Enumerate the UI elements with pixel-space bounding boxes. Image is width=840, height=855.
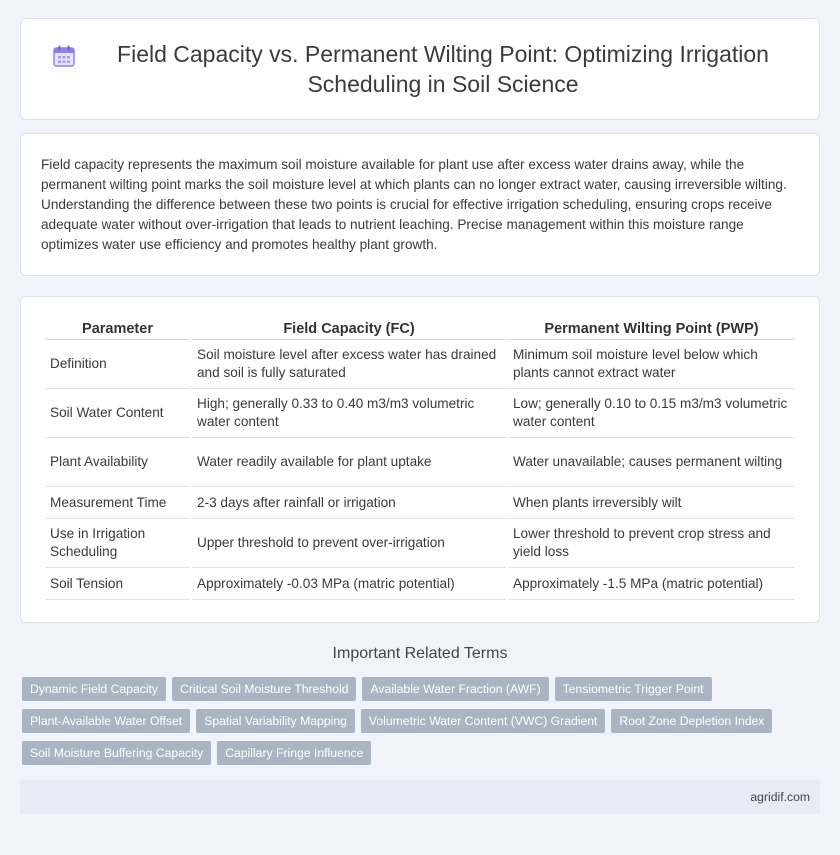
- related-terms-tags: [0, 677, 840, 765]
- intro-text: Field capacity represents the maximum soil moisture available for plant use after excess water drains away, while the permanent wilting point marks the soil moisture level at which plants can no longer extract water, causing irreversible wilting. Understanding the difference between these two points is crucial for effective irrigation scheduling, ensuring crops receive adequate water without over-irrigation that leads to nutrient leaching. Precise management within this moisture range optimizes water use efficiency and promotes healthy plant growth.: [41, 157, 787, 252]
- intro-card: [20, 133, 820, 276]
- table-row: [45, 487, 795, 519]
- tag-critical-soil-moisture-threshold[interactable]: Critical Soil Moisture Threshold: [172, 677, 356, 701]
- table-row: [45, 340, 795, 389]
- table-cell: Low; generally 0.10 to 0.15 m3/m3 volumetric water content: [508, 389, 795, 438]
- comparison-table: [43, 317, 797, 600]
- table-cell: Soil Tension: [45, 568, 190, 600]
- table-row: [45, 389, 795, 438]
- table-row: [45, 568, 795, 600]
- table-cell: Approximately -0.03 MPa (matric potential): [192, 568, 506, 600]
- table-cell: 2-3 days after rainfall or irrigation: [192, 487, 506, 519]
- column-header-fc: Field Capacity (FC): [192, 317, 506, 340]
- tag-capillary-fringe-influence[interactable]: Capillary Fringe Influence: [217, 741, 371, 765]
- table-cell: Definition: [45, 340, 190, 389]
- table-cell: Use in Irrigation Scheduling: [45, 519, 190, 568]
- column-header-parameter: Parameter: [45, 317, 190, 340]
- table-cell: When plants irreversibly wilt: [508, 487, 795, 519]
- calendar-icon: [51, 43, 77, 69]
- tag-vwc-gradient[interactable]: Volumetric Water Content (VWC) Gradient: [361, 709, 605, 733]
- table-cell: Lower threshold to prevent crop stress and yield loss: [508, 519, 795, 568]
- table-cell: Plant Availability: [45, 438, 190, 487]
- table-cell: Soil Water Content: [45, 389, 190, 438]
- table-cell: High; generally 0.33 to 0.40 m3/m3 volumetric water content: [192, 389, 506, 438]
- table-cell: Water readily available for plant uptake: [192, 438, 506, 487]
- tag-spatial-variability-mapping[interactable]: Spatial Variability Mapping: [196, 709, 355, 733]
- header-card: [20, 18, 820, 120]
- table-cell: Soil moisture level after excess water has drained and soil is fully saturated: [192, 340, 506, 389]
- table-row: [45, 438, 795, 487]
- table-cell: Measurement Time: [45, 487, 190, 519]
- table-row: [45, 519, 795, 568]
- table-header-row: [45, 317, 795, 340]
- comparison-table-card: [20, 296, 820, 623]
- page-title: Field Capacity vs. Permanent Wilting Point: Optimizing Irrigation Scheduling in Soil Science: [117, 41, 769, 97]
- header-inner: [51, 39, 789, 99]
- tag-root-zone-depletion-index[interactable]: Root Zone Depletion Index: [611, 709, 772, 733]
- table-cell: Upper threshold to prevent over-irrigation: [192, 519, 506, 568]
- tag-tensiometric-trigger-point[interactable]: Tensiometric Trigger Point: [555, 677, 712, 701]
- related-terms-title: Important Related Terms: [332, 645, 508, 662]
- table-cell: Approximately -1.5 MPa (matric potential): [508, 568, 795, 600]
- footer: [20, 780, 820, 814]
- column-header-pwp: Permanent Wilting Point (PWP): [508, 317, 795, 340]
- tag-dynamic-field-capacity[interactable]: Dynamic Field Capacity: [22, 677, 166, 701]
- tag-available-water-fraction[interactable]: Available Water Fraction (AWF): [362, 677, 548, 701]
- tag-plant-available-water-offset[interactable]: Plant-Available Water Offset: [22, 709, 190, 733]
- table-cell: Minimum soil moisture level below which plants cannot extract water: [508, 340, 795, 389]
- tag-soil-moisture-buffering-capacity[interactable]: Soil Moisture Buffering Capacity: [22, 741, 211, 765]
- table-cell: Water unavailable; causes permanent wilting: [508, 438, 795, 487]
- footer-site-link[interactable]: agridif.com: [750, 790, 810, 804]
